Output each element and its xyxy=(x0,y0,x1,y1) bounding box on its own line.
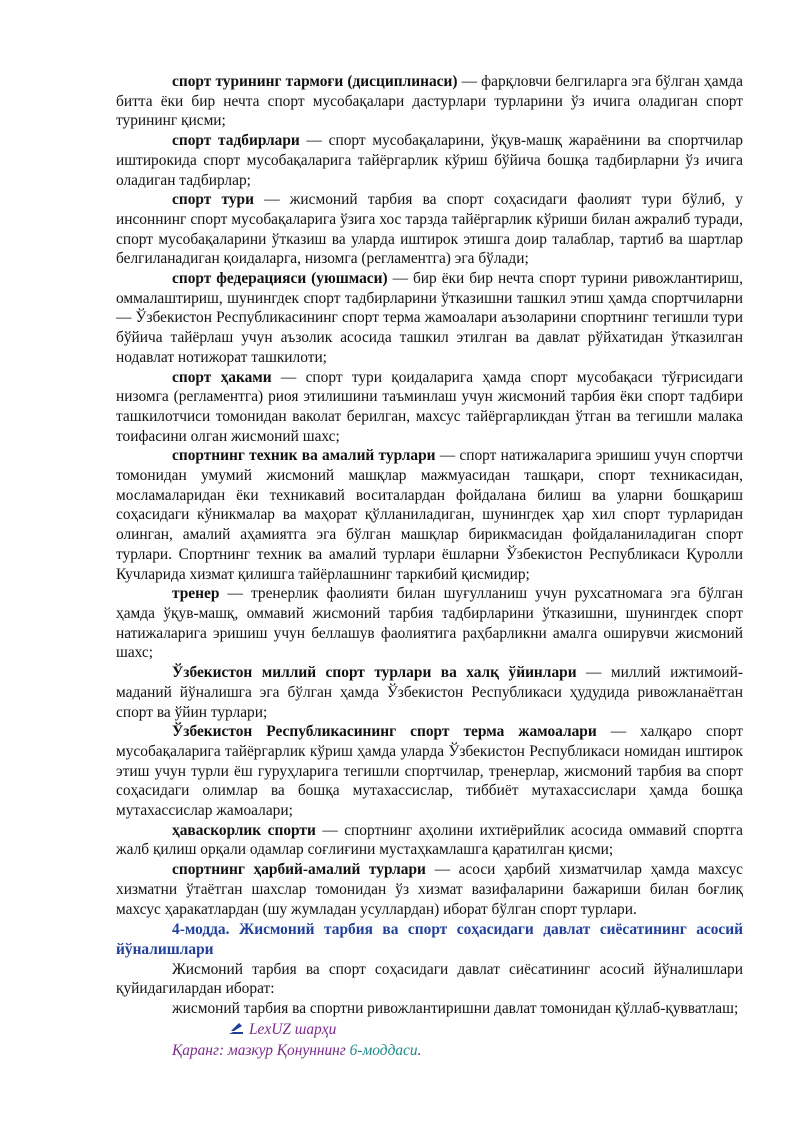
definition-term: ҳаваскорлик спорти xyxy=(172,821,316,839)
definition-text: — спортнинг аҳолини ихтиёрийлик асосида оммавий спортга жалб қилиш орқали одамлар соғлиғини мустаҳкамлашга қаратилган қисми; xyxy=(116,821,743,859)
definition-term: спорт турининг тармоғи (дисциплинаси) xyxy=(172,73,458,90)
definition-text: — асоси ҳарбий хизматчилар ҳамда махсус хизматни ўтаётган шахслар томонидан ўз хизмат вазифаларини бажариши билан боғлиқ махсус ҳаракатлардан (шу жумладан усуллардан) иборат бўлган спорт турлари. xyxy=(116,861,743,918)
definition-paragraph xyxy=(116,269,743,368)
definition-paragraph xyxy=(116,131,743,190)
definition-term: Ўзбекистон миллий спорт турлари ва халқ ўйинлари xyxy=(172,664,577,682)
definition-paragraph xyxy=(116,190,743,269)
definition-text: — тренерлик фаолияти билан шуғулланиш учун рухсатномага эга бўлган ҳамда ўқув-машқ, оммавий жисмоний тарбия тадбирларини ўтказишни, шунингдек спорт натижаларига эришиш учун беллашув фаолиятига раҳбарликни амалга оширувчи жисмоний шахс; xyxy=(116,585,743,662)
definition-term: спорт тадбирлари xyxy=(172,132,300,150)
definition-term: спортнинг ҳарбий-амалий турлари xyxy=(172,861,426,879)
definition-paragraph xyxy=(116,72,743,131)
article-6-link[interactable]: 6-моддаси xyxy=(349,1042,418,1060)
lexuz-pen-icon xyxy=(172,1021,244,1041)
definition-paragraph xyxy=(116,663,743,722)
article-heading: 4-модда. Жисмоний тарбия ва спорт соҳасидаги давлат сиёсатининг асосий йўналишлари xyxy=(116,921,743,958)
definition-text: — миллий ижтимоий-маданий йўналишга эга бўлган ҳамда Ўзбекистон Республикаси ҳудудида ривожланаётган спорт ва ўйин турлари; xyxy=(116,664,743,721)
definition-paragraph xyxy=(116,584,743,663)
lexuz-comment-label: LexUZ шарҳи xyxy=(249,1020,337,1038)
lexuz-comment-link[interactable] xyxy=(116,1020,743,1041)
article-item: жисмоний тарбия ва спортни ривожлантиришни давлат томонидан қўллаб-қувватлаш; xyxy=(172,1000,739,1018)
definition-paragraph xyxy=(116,722,743,821)
article-intro: Жисмоний тарбия ва спорт соҳасидаги давлат сиёсатининг асосий йўналишлари қуйидагилардан иборат: xyxy=(116,960,743,998)
definition-term: спорт тури xyxy=(172,191,254,209)
definition-paragraph xyxy=(116,368,743,447)
cross-reference xyxy=(116,1041,743,1061)
definition-term: спортнинг техник ва амалий турлари xyxy=(172,447,436,465)
definition-paragraph xyxy=(116,821,743,860)
definition-term: спорт ҳаками xyxy=(172,368,272,386)
definition-paragraph xyxy=(116,860,743,919)
definition-paragraph xyxy=(116,446,743,584)
cross-reference-prefix: Қаранг: мазкур Қонуннинг xyxy=(172,1042,350,1060)
definition-text: — спорт мусобақаларини, ўқув-машқ жараёнини ва спортчилар иштирокида спорт мусобақаларига тайёргарлик кўриш бўйича бошқа тадбирларни ўз ичига оладиган тадбирлар; xyxy=(116,132,743,189)
cross-reference-suffix: . xyxy=(417,1042,422,1060)
definition-text: — жисмоний тарбия ва спорт соҳасидаги фаолият тури бўлиб, у инсоннинг спорт мусобақаларига ўзига хос тарзда тайёргарлик кўриши билан ажралиб туради, спорт мусобақаларини ўтказиш ва уларда иштирок этишга доир талаблар, тартиб ва шартлар белгиланадиган қоидаларга, низомга (регламентга) эга бўлади; xyxy=(116,191,743,268)
definition-text: — спорт натижаларига эришиш учун спортчи томонидан умумий жисмоний машқлар мажмуасидан ташқари, спорт техникасидан, мосламаларидан ёки техникавий воситалардан фойдалана билиш ва уларни бошқариш соҳасидаги кўникмалар ва маҳорат қўлланиладиган, шунингдек ҳар хил спорт турларидан олинган, амалий аҳамиятга эга бўлган машқлар бирикмасидан фойдаланиладиган спорт турлари. Спортнинг техник ва амалий турлари ёшларни Ўзбекистон Республикаси Қуролли Кучларида хизмат қилишга тайёрлашнинг таркибий қисмидир; xyxy=(116,447,743,583)
definition-text: — халқаро спорт мусобақаларига тайёргарлик кўриш ҳамда уларда Ўзбекистон Республикаси номидан иштирок этиш учун турли ёш гуруҳларига тегишли спортчилар, тренерлар, жисмоний тарбия ва спорт соҳасидаги олимлар ва бошқа мутахассислар, тиббиёт мутахассислари ҳамда бошқа мутахассислар жамоалари; xyxy=(116,723,743,820)
definition-text: — фарқловчи белгиларга эга бўлган ҳамда битта ёки бир нечта спорт мусобақалари дастурлари турларини ўз ичига оладиган спорт турининг қисми; xyxy=(116,73,743,130)
document-body xyxy=(116,72,743,1061)
definition-term: тренер xyxy=(172,585,220,603)
definition-text: — спорт тури қоидаларига ҳамда спорт мусобақаси тўғрисидаги низомга (регламентга) риоя этилишини таъминлаш учун жисмоний тарбия ёки спорт тадбири ташкилотчиси томонидан ваколат берилган, махсус тайёргарликдан ўтган ва тегишли малака тоифасини олган жисмоний шахс; xyxy=(116,368,743,445)
definition-text: — бир ёки бир нечта спорт турини ривожлантириш, оммалаштириш, шунингдек спорт тадбирларини ўтказишни ташкил этиш ҳамда спортчиларни — Ўзбекистон Республикасининг спорт терма жамоалари аъзоларини спортнинг тегишли тури бўйича тайёрлаш учун аъзолик асосида ташкил этилган ва давлат рўйхатидан ўтказилган нодавлат нотижорат ташкилоти; xyxy=(116,270,743,366)
definition-term: спорт федерацияси (уюшмаси) xyxy=(172,270,388,288)
definition-term: Ўзбекистон Республикасининг спорт терма жамоалари xyxy=(172,723,597,741)
